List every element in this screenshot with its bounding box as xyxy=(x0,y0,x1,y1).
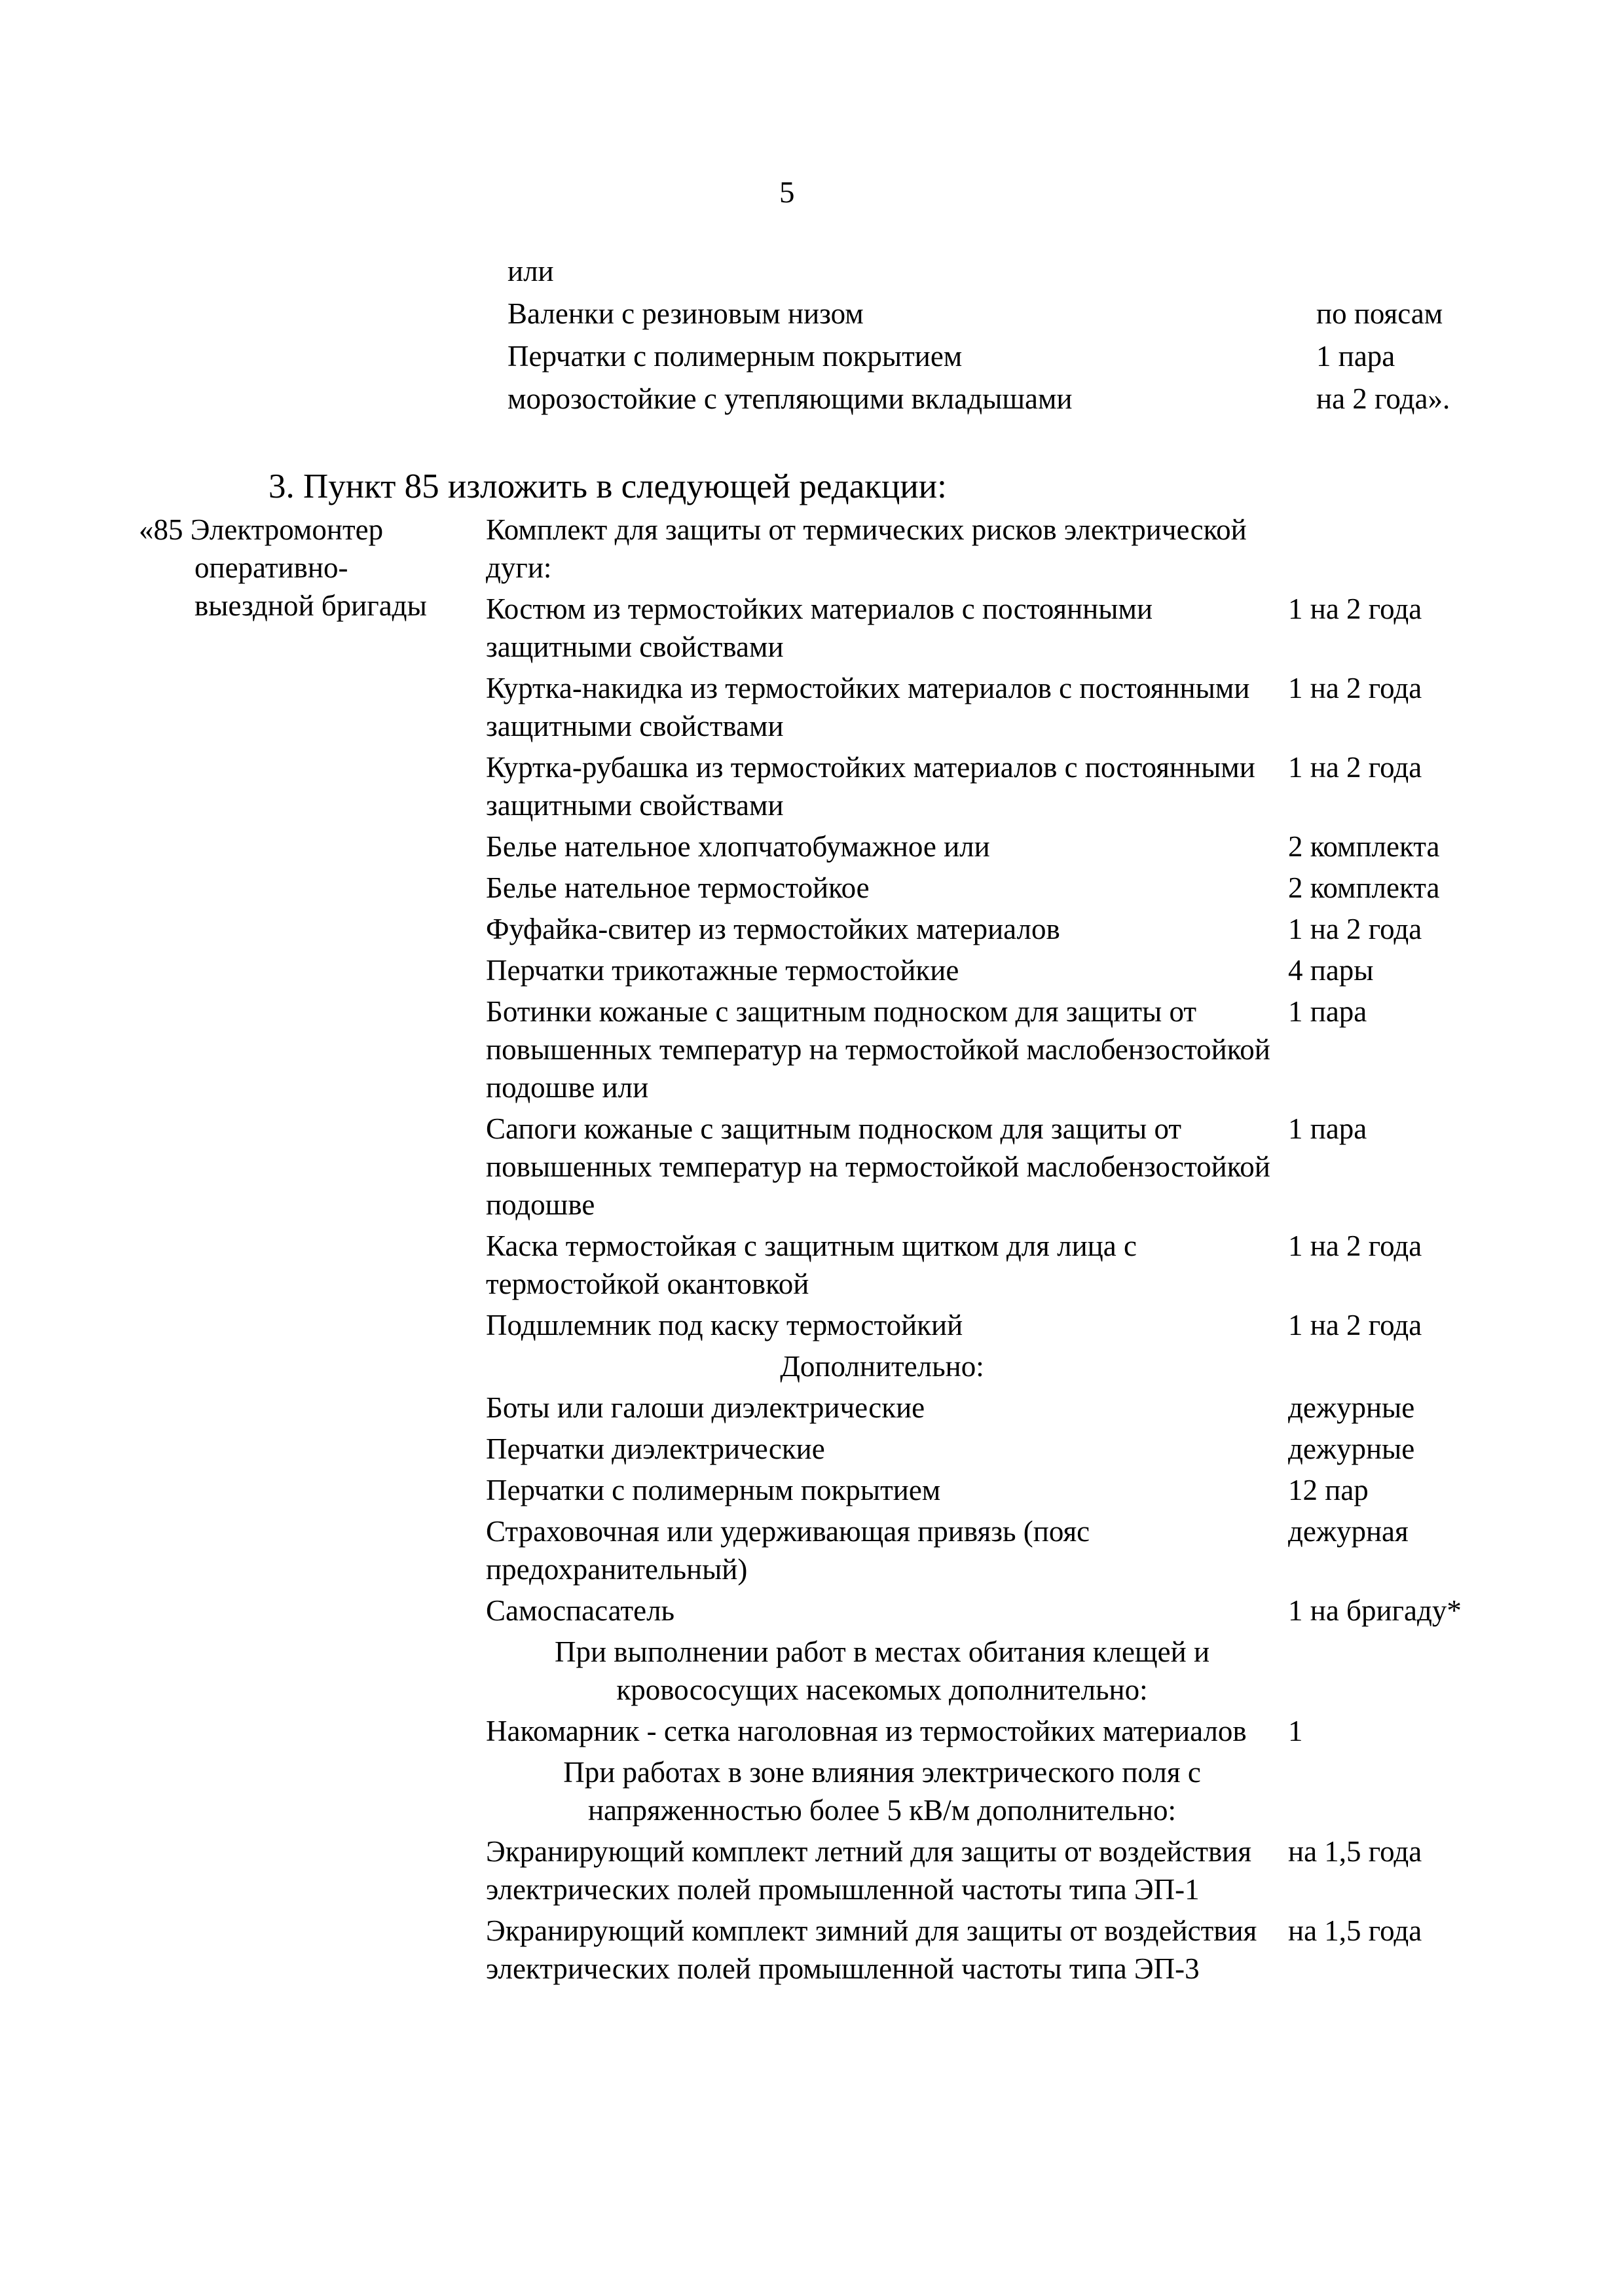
list-item xyxy=(486,993,1501,1106)
item-name: или xyxy=(507,255,554,287)
list-item xyxy=(507,252,1490,295)
list-item xyxy=(486,1110,1501,1224)
list-item xyxy=(486,1430,1501,1468)
list-item xyxy=(486,1227,1501,1303)
item-name: Куртка-накидка из термостойких материалов с постоянными защитными свойствами xyxy=(486,672,1250,742)
item-name: Подшлемник под каску термостойкий xyxy=(486,1309,963,1341)
item-norm: 1 пара xyxy=(1288,1112,1367,1145)
item-norm: на 1,5 года xyxy=(1288,1914,1422,1947)
item-name: морозостойкие с утепляющими вкладышами xyxy=(507,382,1073,415)
list-item xyxy=(486,1712,1501,1750)
list-item xyxy=(486,1471,1501,1509)
item-norm: 12 пар xyxy=(1288,1474,1369,1506)
list-item xyxy=(486,828,1501,866)
item-norm: дежурная xyxy=(1288,1515,1409,1548)
list-item xyxy=(486,669,1501,745)
item-name: Сапоги кожаные с защитным подноском для защиты от повышенных температур на термостойкой маслобензостойкой подошве xyxy=(486,1112,1270,1221)
item-norm: 1 на 2 года xyxy=(1288,672,1422,704)
item-name: Белье нательное термостойкое xyxy=(486,871,870,904)
intro-text: Комплект для защиты от термических рисков электрической дуги: xyxy=(486,513,1247,584)
item-norm: 1 пара xyxy=(1316,340,1395,373)
list-item xyxy=(486,869,1501,907)
item-name: Костюм из термостойких материалов с постоянными защитными свойствами xyxy=(486,592,1153,663)
item-norm: 1 на 2 года xyxy=(1288,913,1422,945)
job-title-line: «85 Электромонтер xyxy=(139,513,384,546)
item-norm: 1 на 2 года xyxy=(1288,1309,1422,1341)
list-item xyxy=(507,337,1490,380)
item-norm: на 1,5 года xyxy=(1288,1835,1422,1868)
subsection-heading: Дополнительно: xyxy=(780,1350,984,1383)
item-name: Самоспасатель xyxy=(486,1594,675,1627)
item-norm: на 2 года». xyxy=(1316,382,1450,415)
item-name: Перчатки с полимерным покрытием xyxy=(486,1474,941,1506)
item-name: Боты или галоши диэлектрические xyxy=(486,1391,925,1424)
item-name: Экранирующий комплект зимний для защиты от воздействия электрических полей промышленной частоты типа ЭП-3 xyxy=(486,1914,1257,1985)
continued-items-list xyxy=(507,252,1490,422)
item-norm: 1 на бригаду* xyxy=(1288,1594,1462,1627)
item-norm: 1 на 2 года xyxy=(1288,751,1422,784)
list-item xyxy=(486,1389,1501,1427)
item-name: Перчатки с полимерным покрытием xyxy=(507,340,963,373)
item-norm: 1 на 2 года xyxy=(1288,592,1422,625)
job-title-line: оперативно- xyxy=(194,551,348,584)
equipment-list xyxy=(486,511,1501,1988)
list-item xyxy=(486,1592,1501,1630)
item-name: Белье нательное хлопчатобумажное или xyxy=(486,830,990,863)
item-name: Накомарник - сетка наголовная из термостойких материалов xyxy=(486,1715,1247,1747)
section-heading: 3. Пункт 85 изложить в следующей редакции: xyxy=(268,467,947,505)
item-norm: дежурные xyxy=(1288,1432,1415,1465)
subsection-heading: При работах в зоне влияния электрического поля с напряженностью более 5 кВ/м дополнительно: xyxy=(563,1756,1201,1827)
item-name: Каска термостойкая с защитным щитком для лица с термостойкой окантовкой xyxy=(486,1230,1137,1300)
item-name: Перчатки трикотажные термостойкие xyxy=(486,954,959,987)
job-title-line: выездной бригады xyxy=(194,589,427,622)
item-norm: 4 пары xyxy=(1288,954,1374,987)
item-name: Страховочная или удерживающая привязь (пояс предохранительный) xyxy=(486,1515,1090,1586)
item-name: Ботинки кожаные с защитным подноском для защиты от повышенных температур на термостойкой маслобензостойкой подошве или xyxy=(486,995,1270,1104)
item-norm: 2 комплекта xyxy=(1288,830,1440,863)
item-norm: 1 на 2 года xyxy=(1288,1230,1422,1262)
list-intro xyxy=(486,511,1501,587)
item-norm: дежурные xyxy=(1288,1391,1415,1424)
item-name: Экранирующий комплект летний для защиты от воздействия электрических полей промышленной частоты типа ЭП-1 xyxy=(486,1835,1252,1906)
list-item xyxy=(486,1512,1501,1588)
list-item xyxy=(486,590,1501,666)
item-norm: по поясам xyxy=(1316,297,1443,330)
item-name: Фуфайка-свитер из термостойких материалов xyxy=(486,913,1060,945)
list-item xyxy=(507,295,1490,337)
list-item xyxy=(486,748,1501,824)
list-item xyxy=(486,951,1501,989)
list-item xyxy=(486,910,1501,948)
item-norm: 1 пара xyxy=(1288,995,1367,1028)
item-norm: 1 xyxy=(1288,1715,1303,1747)
page-number: 5 xyxy=(779,175,795,210)
list-item xyxy=(486,1912,1501,1988)
list-item xyxy=(507,380,1490,422)
item-name: Куртка-рубашка из термостойких материалов с постоянными защитными свойствами xyxy=(486,751,1255,822)
subsection-heading: При выполнении работ в местах обитания клещей и кровососущих насекомых дополнительно: xyxy=(554,1635,1210,1706)
list-item xyxy=(486,1832,1501,1908)
item-name: Валенки с резиновым низом xyxy=(507,297,864,330)
item-name: Перчатки диэлектрические xyxy=(486,1432,825,1465)
item-norm: 2 комплекта xyxy=(1288,871,1440,904)
job-title xyxy=(139,511,479,625)
list-item xyxy=(486,1306,1501,1344)
